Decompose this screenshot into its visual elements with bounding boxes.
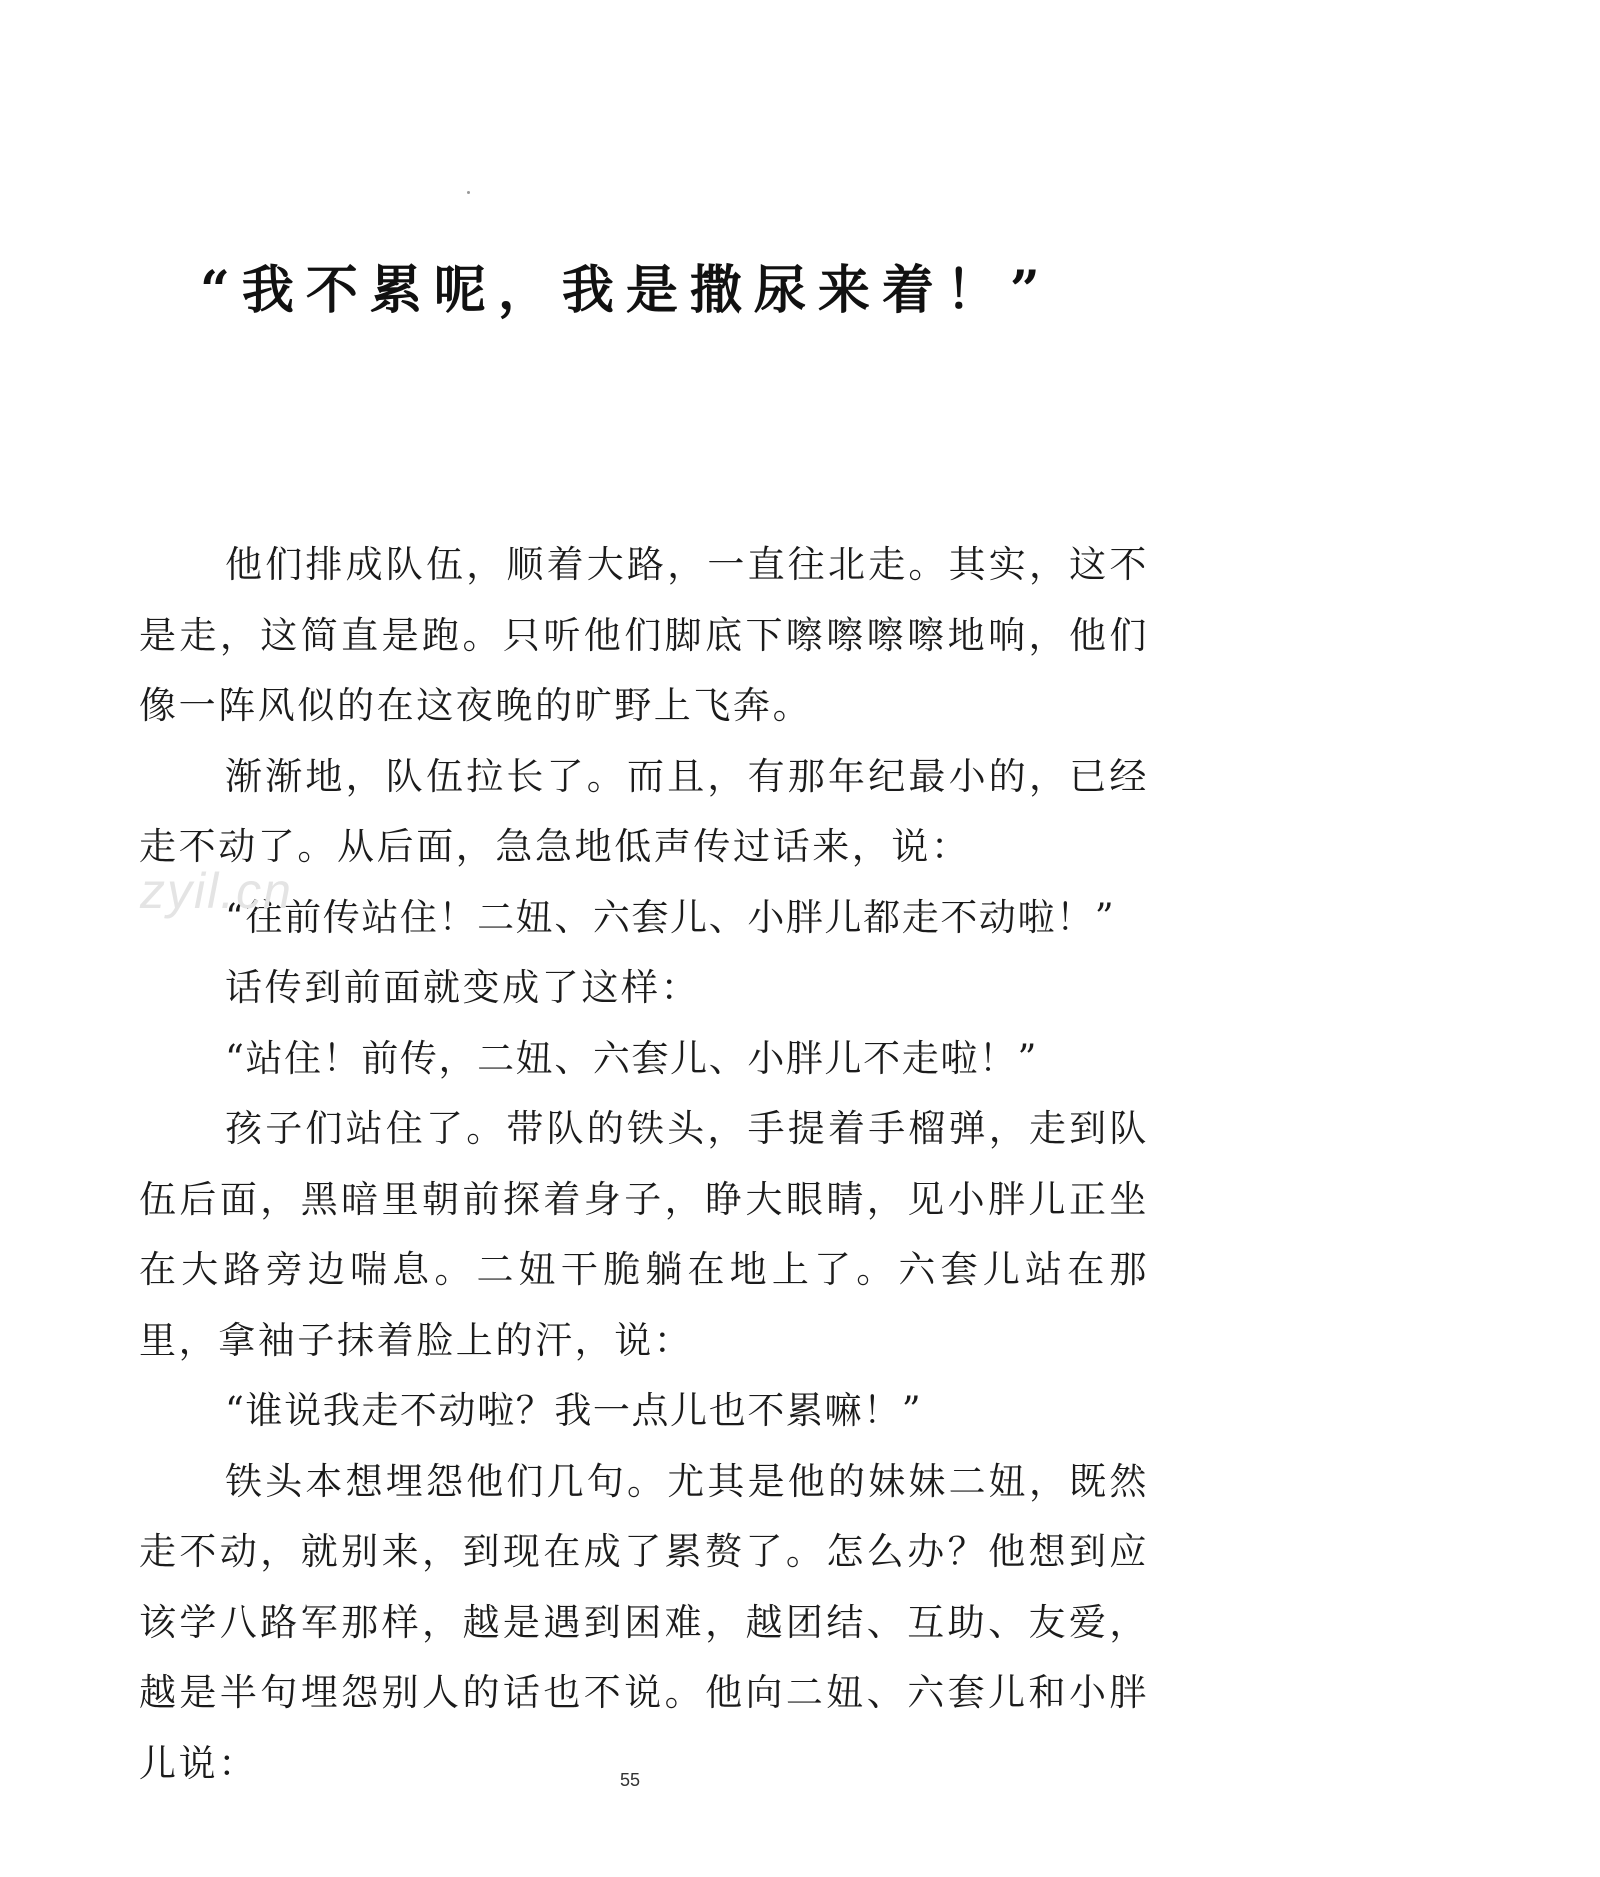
page-number: 55 [619,1770,641,1790]
dialogue-line-1: “往前传站住！二妞、六套儿、小胖儿都走不动啦！” [225,895,1116,939]
body-text [139,530,1149,1799]
paragraph-2: 渐渐地，队伍拉长了。而且，有那年纪最小的，已经走不动了。从后面，急急地低声传过话来，说： [139,754,1149,868]
paragraph-3: 话传到前面就变成了这样： [225,966,701,1009]
scan-speck [467,191,470,194]
paragraph-4: 孩子们站住了。带队的铁头，手提着手榴弹，走到队伍后面，黑暗里朝前探着身子，睁大眼睛，见小胖儿正坐在大路旁边喘息。二妞干脆躺在地上了。六套儿站在那里，拿袖子抹着脸上的汗，说： [139,1107,1149,1362]
watermark: zyil.cn [140,863,293,919]
dialogue-line-2: “站住！前传，二妞、六套儿、小胖儿不走啦！” [225,1036,1039,1080]
paragraph-5: 铁头本想埋怨他们几句。尤其是他的妹妹二妞，既然走不动，就别来，到现在成了累赘了。怎么办？他想到应该学八路军那样，越是遇到困难，越团结、互助、友爱，越是半句埋怨别人的话也不说。他向二妞、六套儿和小胖儿说： [139,1459,1149,1785]
dialogue-line-3: “谁说我走不动啦？我一点儿也不累嘛！” [225,1389,923,1432]
paragraph-1: 他们排成队伍，顺着大路，一直往北走。其实，这不是走，这简直是跑。只听他们脚底下嚓嚓嚓嚓地响，他们像一阵风似的在这夜晚的旷野上飞奔。 [139,543,1149,727]
chapter-title: “我不累呢，我是撒尿来着！” [200,260,1052,321]
